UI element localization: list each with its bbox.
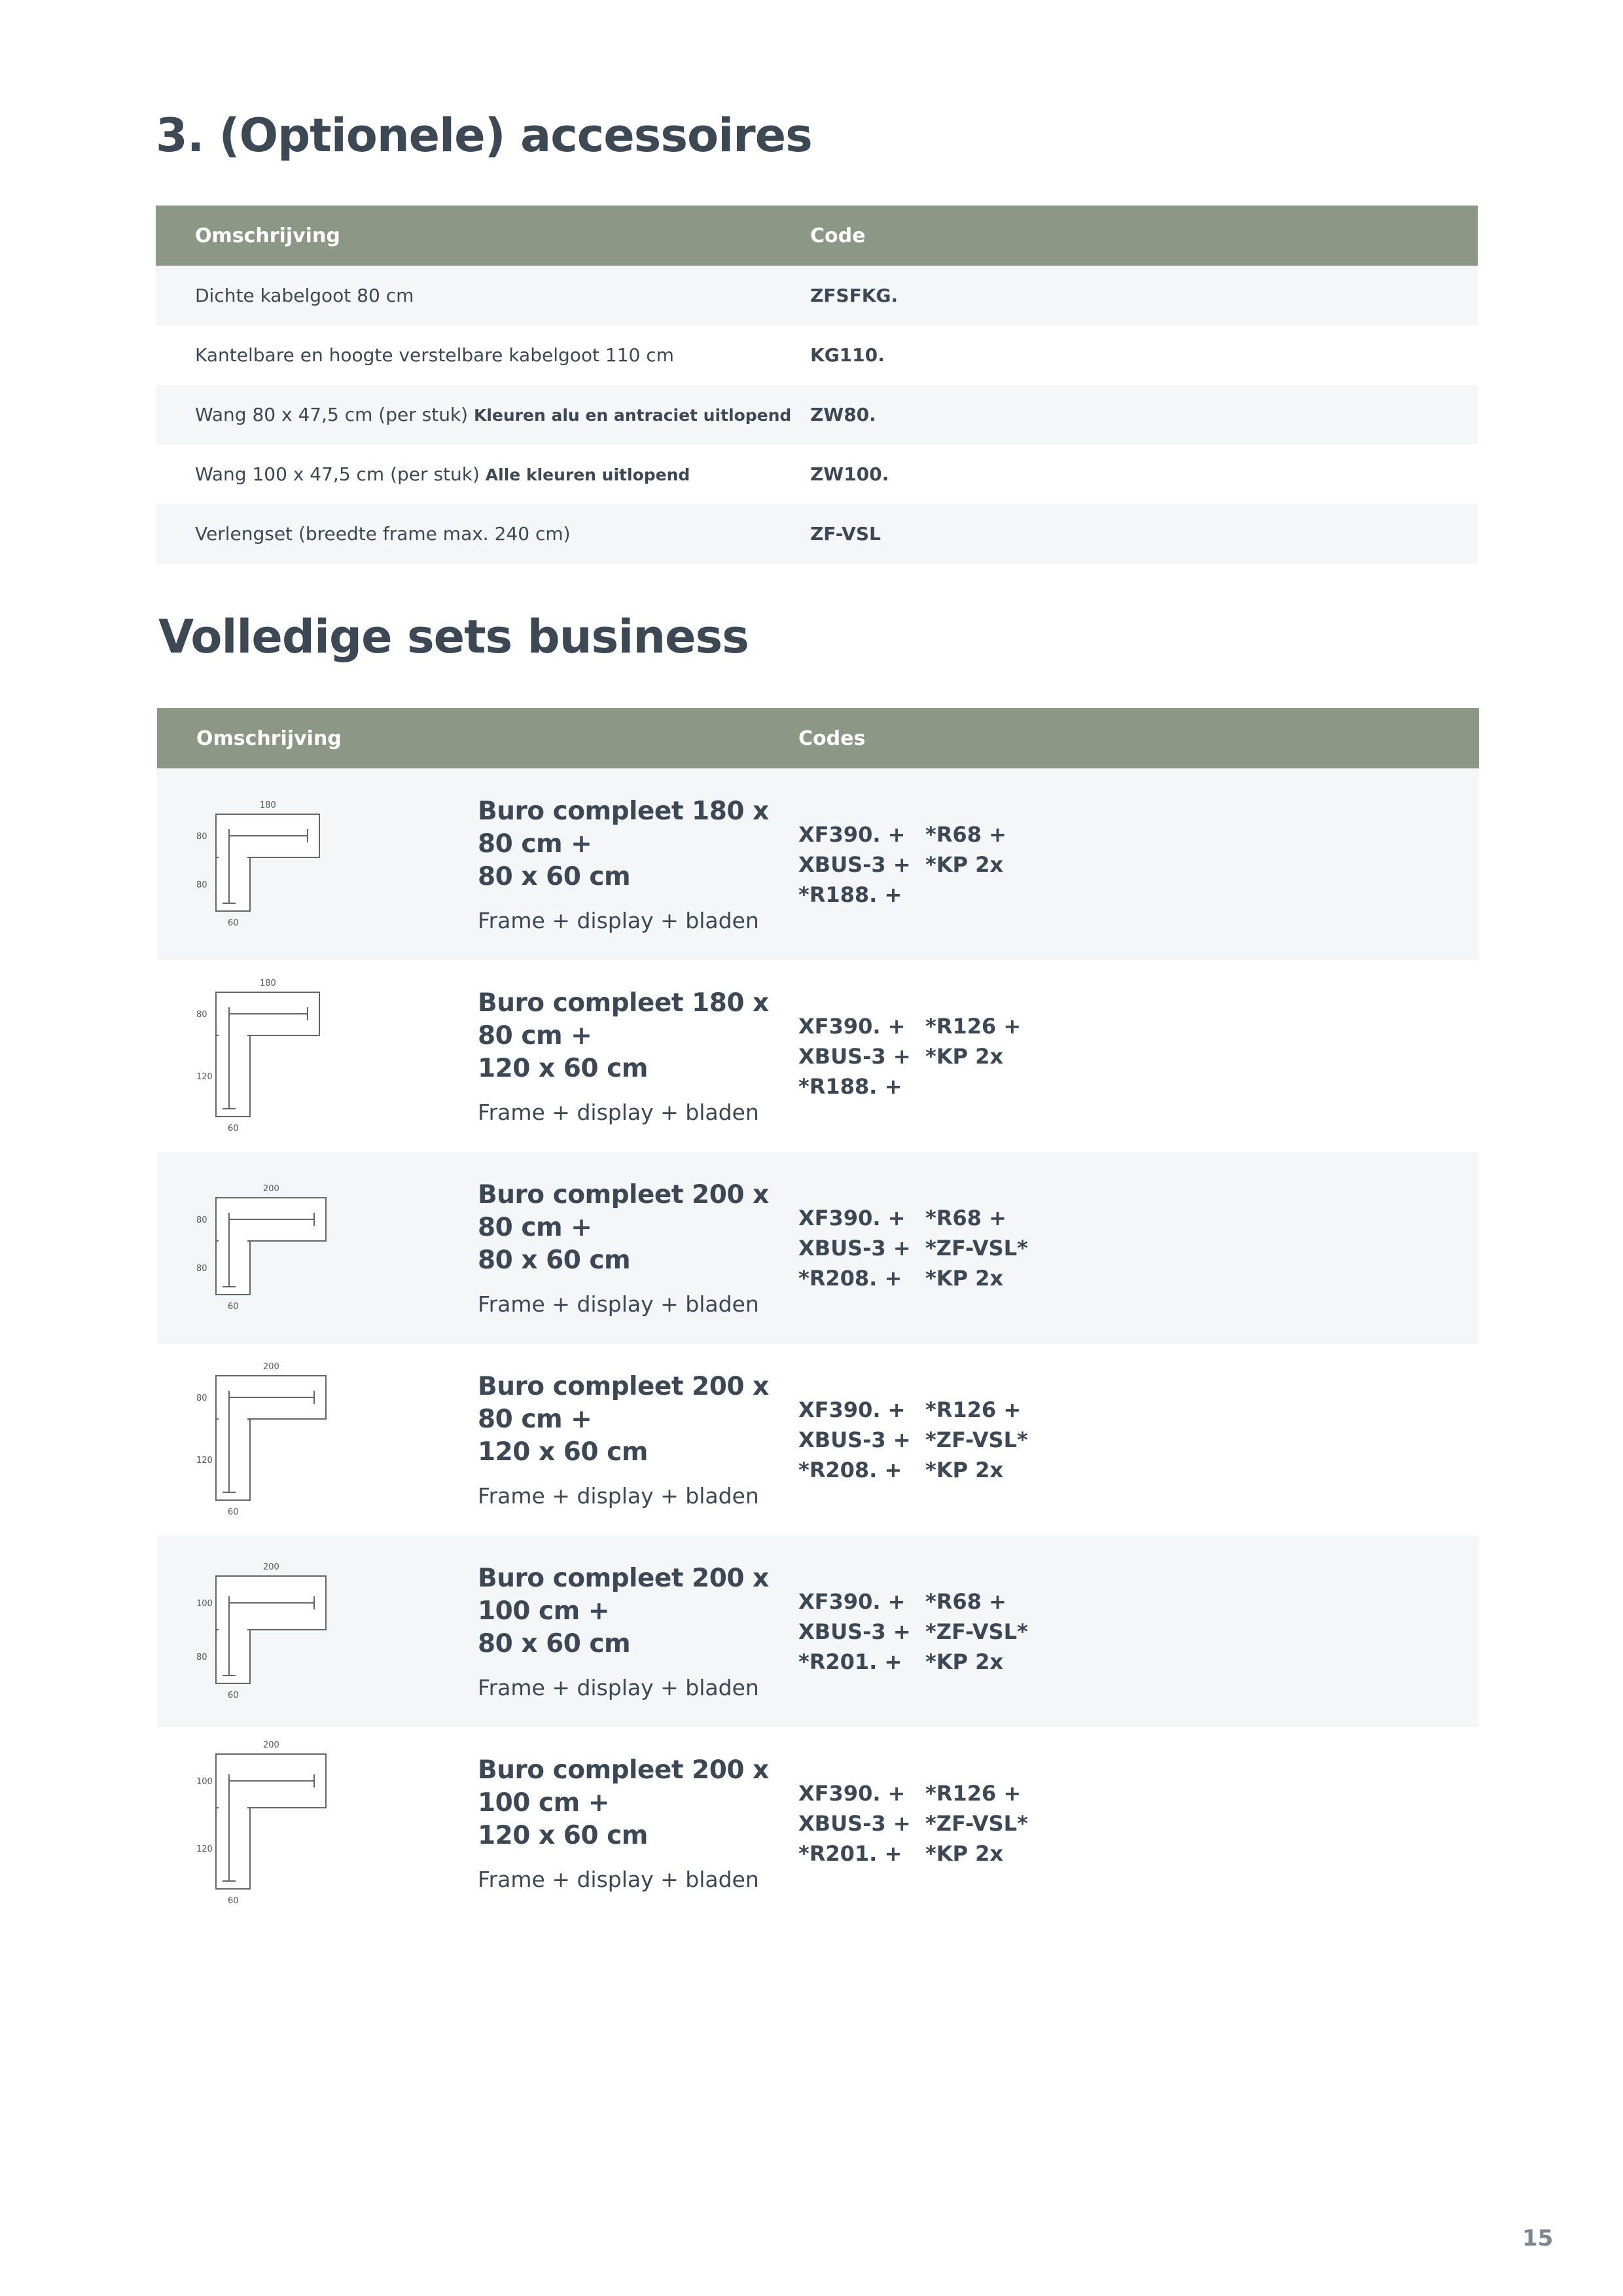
dim-left-top-label: 100 <box>196 1598 213 1609</box>
accessory-description: Wang 80 x 47,5 cm (per stuk) <box>195 404 474 425</box>
table-row <box>157 1152 1479 1344</box>
set-title: Buro compleet 200 x 80 cm + 120 x 60 cm <box>478 1372 769 1467</box>
accessory-description: Wang 100 x 47,5 cm (per stuk) <box>195 463 486 485</box>
code-line: *ZF-VSL* <box>925 1619 1028 1644</box>
dim-left-bottom-label: 120 <box>196 1844 213 1854</box>
accessory-code: KG110. <box>810 344 885 366</box>
code-line: XBUS-3 + <box>798 1043 911 1069</box>
codes-column-2 <box>925 1587 1028 1677</box>
code-line: *R126 + <box>925 1013 1022 1039</box>
set-title: Buro compleet 180 x 80 cm + 80 x 60 cm <box>478 797 769 891</box>
code-line: *KP 2x <box>925 1043 1004 1069</box>
table-row <box>156 266 1478 325</box>
dim-top-label: 200 <box>263 1361 279 1372</box>
dim-left-top-label: 80 <box>196 831 207 842</box>
diagram-cell <box>157 1535 478 1727</box>
code-line: *R126 + <box>925 1780 1022 1806</box>
codes-column-1 <box>798 1395 925 1485</box>
accessory-description-cell <box>156 325 810 385</box>
accessory-code: ZF-VSL <box>810 504 1478 564</box>
accessory-description-cell <box>156 266 810 325</box>
accessory-code: ZW100. <box>810 463 889 485</box>
table-row <box>157 1344 1479 1535</box>
column-header-description: Omschrijving <box>157 708 798 768</box>
set-codes <box>798 1778 1479 1869</box>
table-row <box>157 1535 1479 1727</box>
set-codes <box>798 1011 1479 1102</box>
section-title-accessories: 3. (Optionele) accessoires <box>156 109 812 162</box>
code-line: *R68 + <box>925 1588 1007 1614</box>
code-line: XBUS-3 + <box>798 1619 911 1644</box>
codes-column-1 <box>798 819 925 910</box>
desk-return-shape <box>216 1419 250 1500</box>
set-codes-cell <box>798 768 1479 960</box>
dim-left-top-label: 80 <box>196 1215 207 1225</box>
code-line: XBUS-3 + <box>798 1235 911 1261</box>
table-header-row <box>156 206 1478 266</box>
table-row <box>157 960 1479 1152</box>
code-line: XF390. + <box>798 1397 906 1422</box>
code-line: *R68 + <box>925 821 1007 847</box>
diagram-cell <box>157 960 478 1152</box>
table-row <box>156 325 1478 385</box>
code-line: *R201. + <box>798 1840 902 1866</box>
desk-layout-diagram <box>196 798 347 931</box>
codes-column-1 <box>798 1203 925 1293</box>
accessory-description-cell <box>156 385 810 444</box>
page-number: 15 <box>1522 2225 1554 2251</box>
code-line: *KP 2x <box>925 852 1004 877</box>
table-row <box>157 1727 1479 1919</box>
set-subtitle: Frame + display + bladen <box>478 908 759 933</box>
desk-return-shape <box>216 1808 250 1889</box>
codes-column-2 <box>925 1203 1028 1293</box>
set-description-cell <box>478 1152 798 1344</box>
code-line: XF390. + <box>798 821 906 847</box>
code-line: *R126 + <box>925 1397 1022 1422</box>
set-codes <box>798 819 1479 910</box>
set-title: Buro compleet 200 x 80 cm + 80 x 60 cm <box>478 1180 769 1275</box>
set-subtitle: Frame + display + bladen <box>478 1100 759 1125</box>
set-codes-cell <box>798 1344 1479 1535</box>
set-title: Buro compleet 180 x 80 cm + 120 x 60 cm <box>478 988 769 1083</box>
dim-left-bottom-label: 120 <box>196 1071 213 1082</box>
set-codes-cell <box>798 1535 1479 1727</box>
codes-column-2 <box>925 1778 1028 1869</box>
desk-return-shape <box>216 1035 250 1117</box>
codes-column-1 <box>798 1587 925 1677</box>
set-subtitle: Frame + display + bladen <box>478 1675 759 1700</box>
dim-left-bottom-label: 80 <box>196 1652 207 1662</box>
desk-layout-diagram <box>196 1560 347 1703</box>
set-description-cell <box>478 1727 798 1919</box>
dim-left-top-label: 100 <box>196 1776 213 1787</box>
dim-top-label: 180 <box>260 978 276 988</box>
code-line: *ZF-VSL* <box>925 1235 1028 1261</box>
code-line: *KP 2x <box>925 1457 1004 1482</box>
set-codes <box>798 1587 1479 1677</box>
code-line: *R201. + <box>798 1649 902 1674</box>
code-line: XF390. + <box>798 1780 906 1806</box>
accessory-description-cell <box>156 504 810 564</box>
column-header-description: Omschrijving <box>156 206 810 266</box>
set-description-cell <box>478 960 798 1152</box>
set-codes-cell <box>798 1727 1479 1919</box>
column-header-code: Code <box>810 206 1478 266</box>
table-row <box>156 504 1478 564</box>
desk-layout-diagram <box>196 1360 347 1520</box>
accessory-description-cell <box>156 444 810 504</box>
dim-top-label: 200 <box>263 1740 279 1750</box>
sets-table <box>157 708 1479 1919</box>
codes-column-1 <box>798 1011 925 1102</box>
accessory-note: Alle kleuren uitlopend <box>485 465 690 484</box>
dim-top-label: 200 <box>263 1562 279 1572</box>
set-description-cell <box>478 1344 798 1535</box>
code-line: *R208. + <box>798 1265 902 1291</box>
set-codes <box>798 1395 1479 1485</box>
code-line: XBUS-3 + <box>798 852 911 877</box>
table-header-row <box>157 708 1479 768</box>
desk-layout-diagram <box>196 1738 347 1909</box>
set-subtitle: Frame + display + bladen <box>478 1291 759 1317</box>
desk-layout-diagram <box>196 1182 347 1314</box>
codes-column-1 <box>798 1778 925 1869</box>
diagram-cell <box>157 1727 478 1919</box>
accessory-code: ZW80. <box>810 385 1478 444</box>
accessory-description: Dichte kabelgoot 80 cm <box>195 285 414 306</box>
set-codes-cell <box>798 1152 1479 1344</box>
dim-bottom-label: 60 <box>228 1507 239 1517</box>
codes-column-2 <box>925 1395 1028 1485</box>
accessory-note: Kleuren alu en antraciet uitlopend <box>473 406 792 425</box>
diagram-cell <box>157 1344 478 1535</box>
code-line: *ZF-VSL* <box>925 1427 1028 1452</box>
column-header-codes: Codes <box>798 708 1479 768</box>
diagram-cell <box>157 768 478 960</box>
desk-layout-diagram <box>196 977 347 1136</box>
set-description-cell <box>478 768 798 960</box>
code-line: *R188. + <box>798 882 902 907</box>
diagram-cell <box>157 1152 478 1344</box>
dim-bottom-label: 60 <box>228 1123 239 1134</box>
dim-bottom-label: 60 <box>228 918 239 928</box>
dim-bottom-label: 60 <box>228 1895 239 1906</box>
code-line: *R188. + <box>798 1073 902 1099</box>
section-title-sets: Volledige sets business <box>158 610 749 664</box>
code-line: *KP 2x <box>925 1649 1004 1674</box>
code-line: XBUS-3 + <box>798 1810 911 1836</box>
set-codes <box>798 1203 1479 1293</box>
table-row <box>156 444 1478 504</box>
code-line: *R208. + <box>798 1457 902 1482</box>
dim-bottom-label: 60 <box>228 1301 239 1312</box>
table-row <box>156 385 1478 444</box>
dim-left-bottom-label: 80 <box>196 880 207 890</box>
code-line: XBUS-3 + <box>798 1427 911 1452</box>
dim-left-top-label: 80 <box>196 1393 207 1403</box>
code-line: *KP 2x <box>925 1840 1004 1866</box>
dim-left-bottom-label: 120 <box>196 1455 213 1465</box>
codes-column-2 <box>925 819 1007 910</box>
set-title: Buro compleet 200 x 100 cm + 120 x 60 cm <box>478 1755 769 1850</box>
accessory-description: Verlengset (breedte frame max. 240 cm) <box>195 523 571 545</box>
dim-left-bottom-label: 80 <box>196 1263 207 1274</box>
code-line: XF390. + <box>798 1205 906 1230</box>
codes-column-2 <box>925 1011 1021 1102</box>
code-line: XF390. + <box>798 1588 906 1614</box>
code-line: *KP 2x <box>925 1265 1004 1291</box>
dim-top-label: 180 <box>260 800 276 810</box>
dim-bottom-label: 60 <box>228 1690 239 1700</box>
set-title: Buro compleet 200 x 100 cm + 80 x 60 cm <box>478 1564 769 1659</box>
set-codes-cell <box>798 960 1479 1152</box>
set-description-cell <box>478 1535 798 1727</box>
dim-top-label: 200 <box>263 1183 279 1194</box>
accessory-description: Kantelbare en hoogte verstelbare kabelgoot 110 cm <box>195 344 674 366</box>
accessories-table <box>156 206 1478 564</box>
dim-left-top-label: 80 <box>196 1009 207 1020</box>
code-line: *ZF-VSL* <box>925 1810 1028 1836</box>
set-subtitle: Frame + display + bladen <box>478 1483 759 1509</box>
set-subtitle: Frame + display + bladen <box>478 1867 759 1892</box>
accessory-code: ZFSFKG. <box>810 266 1478 325</box>
code-line: *R68 + <box>925 1205 1007 1230</box>
code-line: XF390. + <box>798 1013 906 1039</box>
table-row <box>157 768 1479 960</box>
